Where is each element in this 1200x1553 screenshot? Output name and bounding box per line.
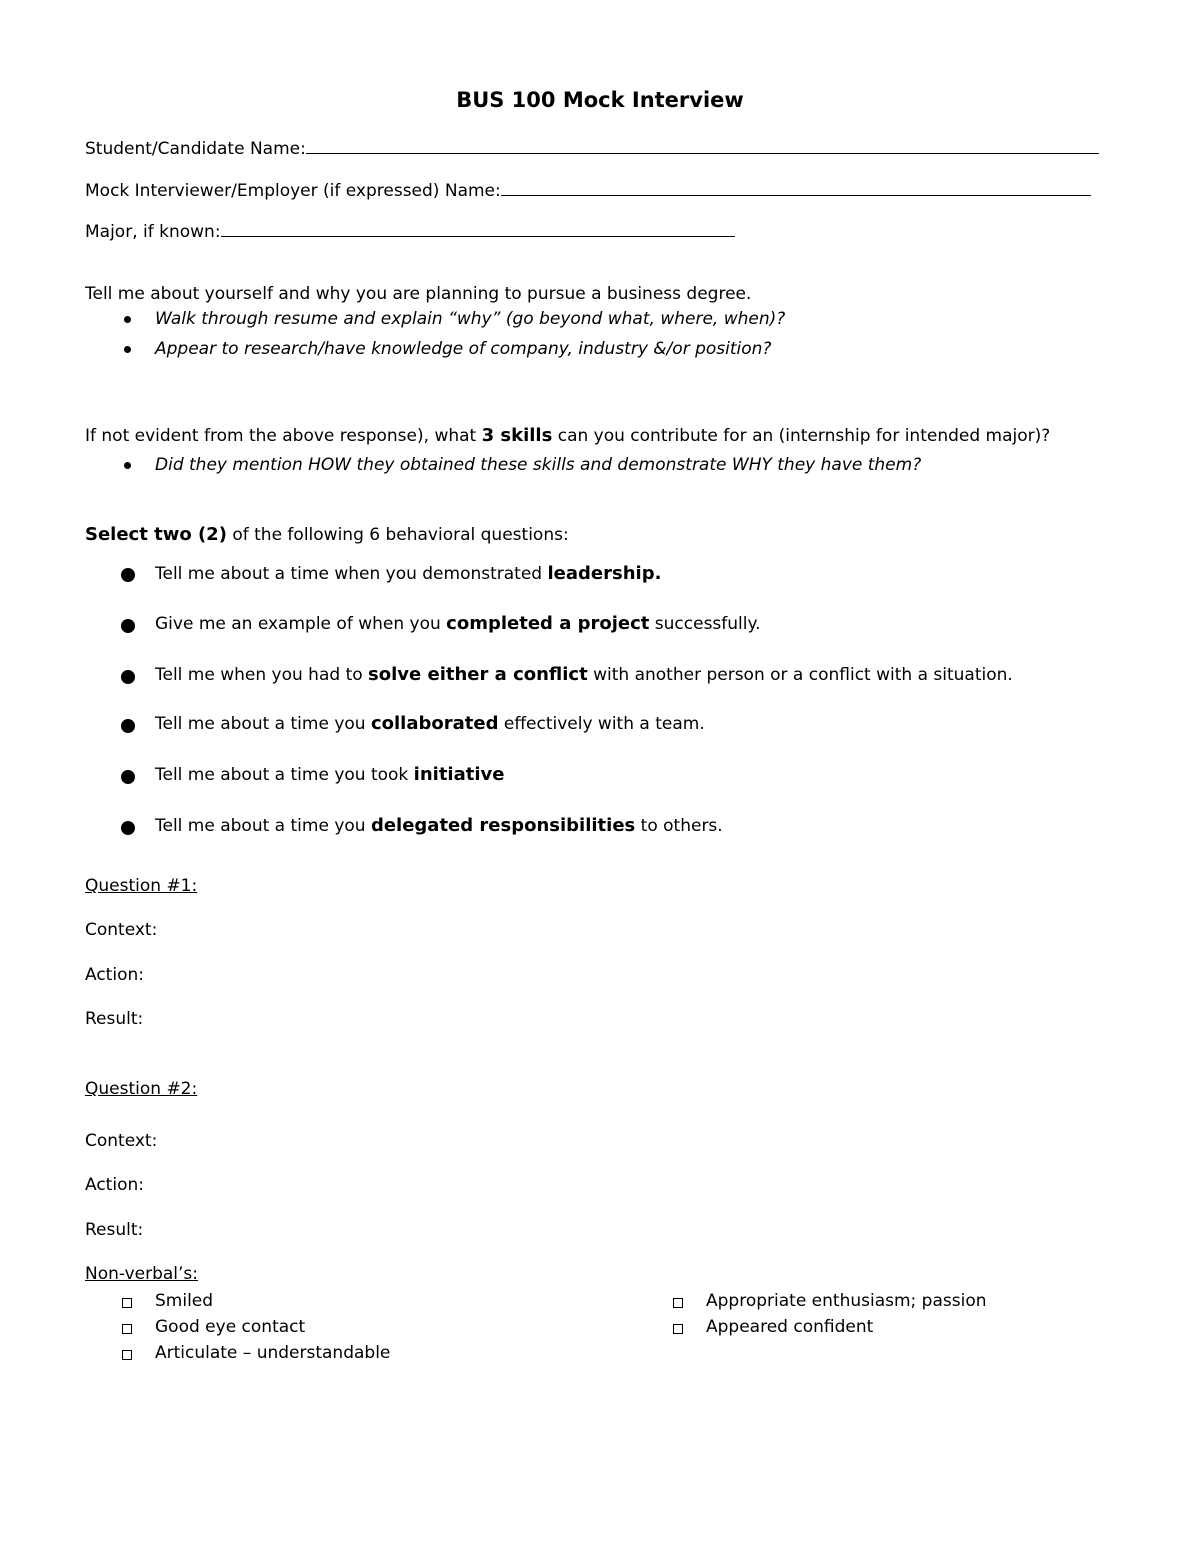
intro-question: Tell me about yourself and why you are planning to pursue a business degree. (85, 284, 752, 304)
intro-bullet-research: Appear to research/have knowledge of company, industry &/or position? (155, 339, 772, 359)
bullet-dot-icon (121, 821, 135, 835)
behavioral-item-text-end: to others. (635, 816, 723, 836)
behavioral-heading (85, 525, 569, 546)
major-label: Major, if known: (85, 222, 221, 242)
behavioral-item-text-end: with another person or a conflict with a situation. (587, 665, 1013, 685)
skills-bullet: Did they mention HOW they obtained these skills and demonstrate WHY they have them? (155, 455, 922, 475)
nonverbal-item: Good eye contact (155, 1317, 306, 1337)
bullet-dot-icon (121, 619, 135, 633)
student-name-blank[interactable] (306, 139, 1099, 154)
skills-question-pre: If not evident from the above response), what (85, 426, 482, 446)
major-field (85, 222, 735, 243)
behavioral-item-text: Tell me about a time you took (155, 765, 414, 785)
checkbox-icon[interactable] (122, 1350, 132, 1360)
behavioral-item-text: Tell me about a time when you demonstrated (155, 564, 548, 584)
bullet-dot-icon (124, 316, 131, 323)
checkbox-icon[interactable] (122, 1324, 132, 1334)
behavioral-heading-bold: Select two (2) (85, 524, 227, 545)
interviewer-name-field (85, 181, 1091, 202)
behavioral-item-text: Tell me about a time you (155, 714, 371, 734)
behavioral-item-keyword: delegated responsibilities (370, 815, 636, 836)
checkbox-icon[interactable] (673, 1324, 683, 1334)
behavioral-item-keyword: initiative (413, 764, 505, 785)
skills-question (85, 426, 1050, 447)
interviewer-name-label: Mock Interviewer/Employer (if expressed) Name: (85, 181, 501, 201)
behavioral-item-keyword: solve either a conflict (368, 664, 588, 685)
skills-question-bold: 3 skills (481, 425, 553, 446)
behavioral-item (155, 614, 761, 635)
checkbox-icon[interactable] (122, 1298, 132, 1308)
major-blank[interactable] (221, 222, 735, 237)
bullet-dot-icon (121, 719, 135, 733)
behavioral-item (155, 765, 504, 786)
behavioral-heading-rest: of the following 6 behavioral questions: (226, 525, 569, 545)
bullet-dot-icon (121, 568, 135, 582)
nonverbal-heading: Non-verbal’s: (85, 1264, 198, 1284)
bullet-dot-icon (121, 670, 135, 684)
behavioral-item-text: Tell me about a time you (155, 816, 371, 836)
question2-result-label: Result: (85, 1220, 144, 1240)
behavioral-item-text: Give me an example of when you (155, 614, 447, 634)
question1-action-label: Action: (85, 965, 144, 985)
behavioral-item-text: Tell me when you had to (155, 665, 369, 685)
bullet-dot-icon (124, 346, 131, 353)
bullet-dot-icon (121, 770, 135, 784)
intro-bullet-resume: Walk through resume and explain “why” (go beyond what, where, when)? (155, 309, 786, 329)
question1-heading: Question #1: (85, 876, 198, 896)
behavioral-item (155, 665, 1013, 686)
behavioral-item-keyword: completed a project (446, 613, 650, 634)
nonverbal-item: Articulate – understandable (155, 1343, 391, 1363)
question2-action-label: Action: (85, 1175, 144, 1195)
behavioral-item-keyword: collaborated (370, 713, 499, 734)
behavioral-item-text-end: effectively with a team. (498, 714, 705, 734)
behavioral-item (155, 564, 661, 585)
question2-context-label: Context: (85, 1131, 158, 1151)
bullet-dot-icon (124, 462, 131, 469)
question1-result-label: Result: (85, 1009, 144, 1029)
student-name-field (85, 139, 1099, 160)
behavioral-item-text-end: successfully. (649, 614, 761, 634)
question2-heading: Question #2: (85, 1079, 198, 1099)
skills-question-post: can you contribute for an (internship for intended major)? (552, 426, 1051, 446)
nonverbal-item: Appeared confident (706, 1317, 874, 1337)
document-title: BUS 100 Mock Interview (456, 88, 744, 112)
nonverbal-item: Smiled (155, 1291, 214, 1311)
behavioral-item-keyword: leadership. (547, 563, 662, 584)
behavioral-item (155, 816, 723, 837)
question1-context-label: Context: (85, 920, 158, 940)
checkbox-icon[interactable] (673, 1298, 683, 1308)
student-name-label: Student/Candidate Name: (85, 139, 306, 159)
nonverbal-item: Appropriate enthusiasm; passion (706, 1291, 987, 1311)
interviewer-name-blank[interactable] (501, 181, 1091, 196)
behavioral-item (155, 714, 705, 735)
